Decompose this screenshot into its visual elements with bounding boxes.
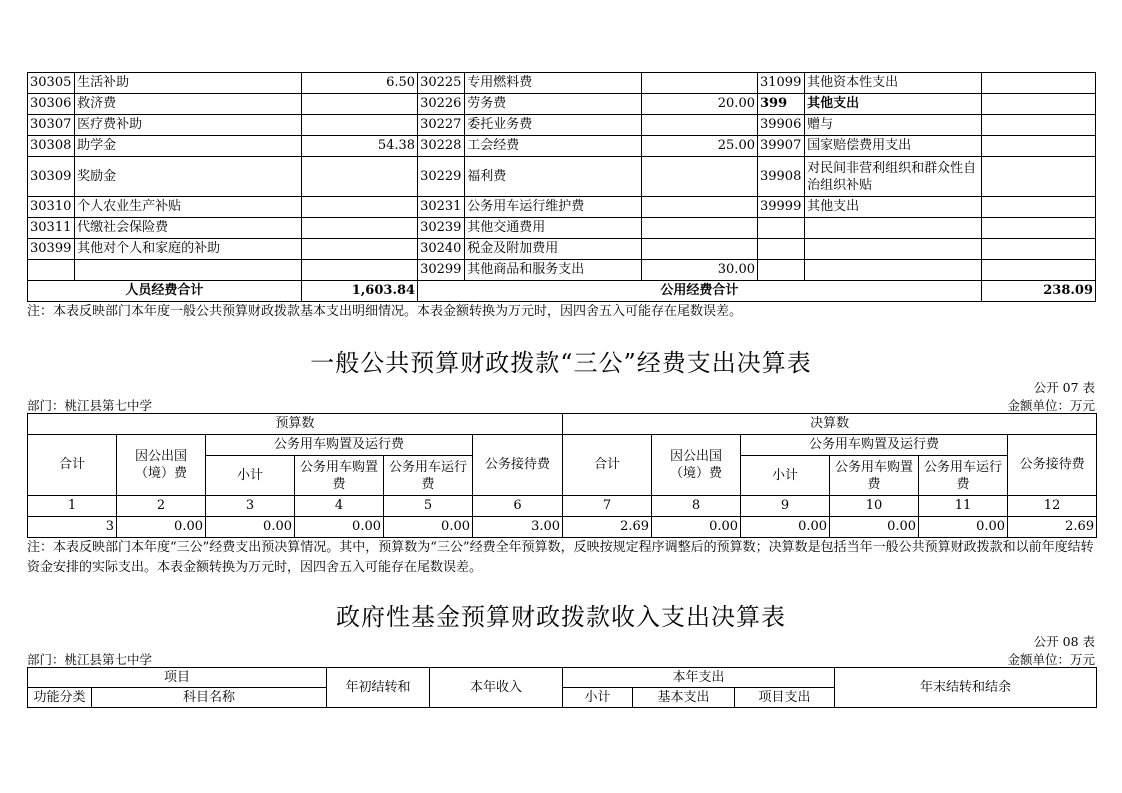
col-end: 年末结转和结余: [835, 668, 1097, 708]
table-cell: [805, 218, 981, 239]
column-number: 1: [28, 496, 117, 517]
table-cell: 其他对个人和家庭的补助: [75, 239, 302, 260]
table-cell: [981, 157, 1095, 197]
table-cell: 国家赔偿费用支出: [805, 136, 981, 157]
table-cell: [641, 157, 757, 197]
col-total: 合计: [28, 435, 117, 496]
value-cell: 0.00: [830, 517, 919, 538]
table-row: [28, 73, 1096, 94]
table2-title: 一般公共预算财政拨款“三公”经费支出决算表: [310, 349, 812, 377]
column-number-row: [28, 496, 1097, 517]
table-cell: 福利费: [465, 157, 641, 197]
table-cell: 奖励金: [75, 157, 302, 197]
table-cell: [641, 197, 757, 218]
table-cell: [981, 239, 1095, 260]
table-cell: [641, 115, 757, 136]
table-cell: 30227: [418, 115, 465, 136]
table3-code: 公开 08 表: [1033, 634, 1095, 649]
column-number: 11: [919, 496, 1008, 517]
table-row: [28, 260, 1096, 281]
table-cell: 委托业务费: [465, 115, 641, 136]
gov-fund-table: [27, 667, 1097, 708]
table-cell: [75, 260, 302, 281]
table-cell: 6.50: [301, 73, 417, 94]
table-cell: 30299: [418, 260, 465, 281]
table-cell: 20.00: [641, 94, 757, 115]
column-number: 7: [563, 496, 652, 517]
table-cell: [301, 115, 417, 136]
table-cell: 39906: [757, 115, 804, 136]
table-cell: [981, 218, 1095, 239]
table-cell: [28, 260, 75, 281]
column-number: 9: [741, 496, 830, 517]
column-number: 4: [295, 496, 384, 517]
table-cell: 54.38: [301, 136, 417, 157]
col-purchase: 公务用车购置费: [295, 456, 384, 496]
table-cell: 其他商品和服务支出: [465, 260, 641, 281]
value-cell: 0.00: [117, 517, 206, 538]
table-cell: [301, 197, 417, 218]
table-cell: 专用燃料费: [465, 73, 641, 94]
table-cell: [981, 260, 1095, 281]
table-cell: 税金及附加费用: [465, 239, 641, 260]
col-subtotal: 小计: [563, 688, 633, 708]
table2-note: 注：本表反映部门本年度“三公”经费支出预决算情况。其中，预算数为“三公”经费全年预算数，反映按规定程序调整后的预算数；决算数是包括当年一般公共预算财政拨款和以前年度结转资金安排的实际支出。本表金额转换为万元时，因四舍五入可能存在尾数误差。: [27, 540, 1094, 575]
table-cell: [301, 260, 417, 281]
table-cell: [301, 157, 417, 197]
table-cell: [757, 218, 804, 239]
table3-unit: 金额单位：万元: [1007, 652, 1095, 667]
table-cell: 30310: [28, 197, 75, 218]
personnel-total-value: 1,603.84: [301, 281, 417, 302]
table-cell: [301, 218, 417, 239]
table-cell: 赠与: [805, 115, 981, 136]
table-cell: 30307: [28, 115, 75, 136]
table-cell: [981, 94, 1095, 115]
table-cell: 救济费: [75, 94, 302, 115]
table-cell: 其他支出: [805, 197, 981, 218]
column-number: 10: [830, 496, 919, 517]
col-vehicle: 公务用车购置及运行费: [206, 435, 473, 456]
table-cell: 30306: [28, 94, 75, 115]
col-abroad: 因公出国（境）费: [652, 435, 741, 496]
table-cell: 30228: [418, 136, 465, 157]
table-cell: 助学金: [75, 136, 302, 157]
value-row: [28, 517, 1097, 538]
table-cell: 30309: [28, 157, 75, 197]
budget-header: 预算数: [28, 414, 563, 435]
table-cell: 公务用车运行维护费: [465, 197, 641, 218]
value-cell: 3.00: [473, 517, 563, 538]
col-reception: 公务接待费: [1008, 435, 1097, 496]
table2-unit: 金额单位：万元: [1007, 398, 1095, 413]
col-reception: 公务接待费: [473, 435, 563, 496]
table-cell: [641, 239, 757, 260]
table-cell: 399: [757, 94, 804, 115]
table-cell: 个人农业生产补贴: [75, 197, 302, 218]
value-cell: 3: [28, 517, 117, 538]
table-cell: 39908: [757, 157, 804, 197]
table-cell: 30229: [418, 157, 465, 197]
value-cell: 2.69: [1008, 517, 1097, 538]
column-number: 5: [384, 496, 473, 517]
column-number: 3: [206, 496, 295, 517]
table-cell: 30.00: [641, 260, 757, 281]
table-cell: 生活补助: [75, 73, 302, 94]
table-cell: 30311: [28, 218, 75, 239]
table2-code: 公开 07 表: [1033, 380, 1095, 395]
table-cell: 31099: [757, 73, 804, 94]
table-row: [28, 94, 1096, 115]
table2-dept: 部门：桃江县第七中学: [27, 398, 153, 413]
col-total: 合计: [563, 435, 652, 496]
table-cell: [981, 115, 1095, 136]
table-row: [28, 239, 1096, 260]
table-row: [28, 157, 1096, 197]
column-number: 6: [473, 496, 563, 517]
value-cell: 0.00: [384, 517, 473, 538]
col-func: 功能分类: [28, 688, 92, 708]
table-cell: [981, 73, 1095, 94]
table-cell: [641, 218, 757, 239]
table-cell: 30226: [418, 94, 465, 115]
table3-title: 政府性基金预算财政拨款收入支出决算表: [336, 603, 786, 631]
col-project: 项目支出: [735, 688, 835, 708]
table-cell: 30240: [418, 239, 465, 260]
value-cell: 0.00: [652, 517, 741, 538]
final-header: 决算数: [563, 414, 1097, 435]
table-cell: 30305: [28, 73, 75, 94]
table-cell: [641, 73, 757, 94]
value-cell: 0.00: [206, 517, 295, 538]
table-row: [28, 218, 1096, 239]
col-item: 项目: [28, 668, 327, 688]
column-number: 2: [117, 496, 206, 517]
table-body: [28, 73, 1096, 302]
table-cell: 30308: [28, 136, 75, 157]
table-cell: [301, 239, 417, 260]
value-cell: 0.00: [741, 517, 830, 538]
table-cell: 其他资本性支出: [805, 73, 981, 94]
col-purchase: 公务用车购置费: [830, 456, 919, 496]
table-cell: 其他支出: [805, 94, 981, 115]
table-cell: 39907: [757, 136, 804, 157]
table-cell: 劳务费: [465, 94, 641, 115]
table-cell: [981, 136, 1095, 157]
table-cell: 25.00: [641, 136, 757, 157]
personnel-total-label: 人员经费合计: [28, 281, 302, 302]
col-basic: 基本支出: [633, 688, 735, 708]
value-cell: 0.00: [919, 517, 1008, 538]
three-public-expense-table: [27, 413, 1097, 538]
table-cell: 30239: [418, 218, 465, 239]
table-row: [28, 197, 1096, 218]
col-operate: 公务用车运行费: [384, 456, 473, 496]
col-name: 科目名称: [92, 688, 327, 708]
col-vehicle: 公务用车购置及运行费: [741, 435, 1008, 456]
table-cell: 30399: [28, 239, 75, 260]
col-operate: 公务用车运行费: [919, 456, 1008, 496]
public-total-value: 238.09: [981, 281, 1095, 302]
column-number: 8: [652, 496, 741, 517]
total-row: [28, 281, 1096, 302]
table1-note: 注：本表反映部门本年度一般公共预算财政拨款基本支出明细情况。本表金额转换为万元时，因四舍五入可能存在尾数误差。: [27, 304, 743, 319]
col-income: 本年收入: [430, 668, 563, 708]
value-cell: 0.00: [295, 517, 384, 538]
table-cell: 代缴社会保险费: [75, 218, 302, 239]
table-row: [28, 115, 1096, 136]
public-total-label: 公用经费合计: [418, 281, 982, 302]
table-cell: 工会经费: [465, 136, 641, 157]
value-cell: 2.69: [563, 517, 652, 538]
table-cell: [301, 94, 417, 115]
table-cell: 39999: [757, 197, 804, 218]
table-cell: 医疗费补助: [75, 115, 302, 136]
col-subtotal: 小计: [206, 456, 295, 496]
col-expense: 本年支出: [563, 668, 835, 688]
col-abroad: 因公出国（境）费: [117, 435, 206, 496]
col-begin: 年初结转和: [327, 668, 430, 708]
table-cell: [757, 239, 804, 260]
table-cell: [981, 197, 1095, 218]
basic-expenditure-table: [27, 72, 1096, 302]
table-cell: [757, 260, 804, 281]
table-cell: [805, 239, 981, 260]
table-cell: [805, 260, 981, 281]
col-subtotal: 小计: [741, 456, 830, 496]
table-cell: 其他交通费用: [465, 218, 641, 239]
column-number: 12: [1008, 496, 1097, 517]
table3-dept: 部门：桃江县第七中学: [27, 652, 153, 667]
table-row: [28, 136, 1096, 157]
table-cell: 30225: [418, 73, 465, 94]
table-cell: 30231: [418, 197, 465, 218]
table-cell: 对民间非营利组织和群众性自治组织补贴: [805, 157, 981, 197]
